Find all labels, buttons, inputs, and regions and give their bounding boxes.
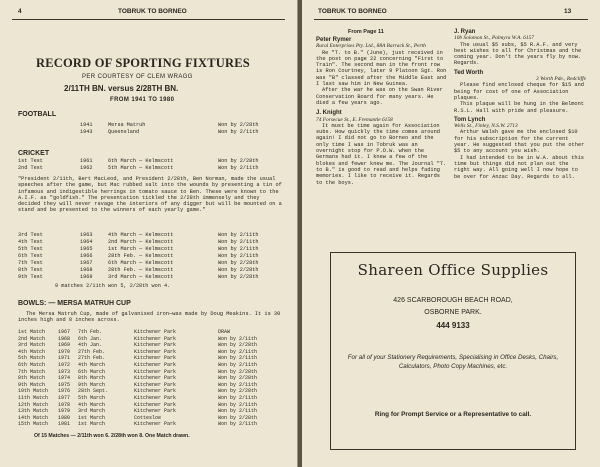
row-date: 6th March	[78, 368, 106, 375]
table-row	[18, 408, 284, 415]
row-result: Won by 2/11th	[218, 381, 258, 388]
row-venue: Kitchener Park	[134, 388, 177, 395]
row-year: 1970	[58, 348, 71, 355]
football-heading: FOOTBALL	[18, 111, 57, 118]
row-year: 1972	[58, 362, 71, 368]
row-year: 1964	[80, 239, 93, 245]
row-venue: Kitchener Park	[134, 348, 177, 355]
letter-knight	[316, 110, 448, 186]
letter-paragraph: Arthur Walsh gave me the enclosed $10 for his subscription for the current year. He suggested that you put the other $5 to any account you wish.	[454, 129, 585, 155]
advert-call-to-action: Ring for Prompt Service or a Representative to call.	[374, 411, 532, 418]
letters-column-left	[316, 37, 448, 186]
teams-line: 2/11TH BN. versus 2/28TH BN.	[64, 84, 179, 93]
advertisement-box	[330, 252, 576, 450]
row-year: 1977	[58, 395, 71, 401]
letter-paragraph: I had intended to be in W.A. about this time but things did not plan out the right way. All going well I now hope to be over for Anzac Day. Regards to all.	[454, 154, 584, 180]
row-year: 1967	[58, 329, 71, 335]
row-label: 5th Test	[18, 246, 43, 252]
letter-paragraph: The usual $5 subs, $5 R.A.F. and very best wishes to all for Christmas and the coming year. Don't the years fly by now. Regards.	[454, 41, 582, 67]
left-running-head: TOBRUK TO BORNEO	[118, 8, 187, 15]
letter-rymer	[316, 37, 448, 106]
row-date: 4th March	[78, 362, 106, 368]
row-year: 1974	[58, 375, 71, 382]
row-year: 1973	[58, 368, 71, 375]
row-result: Won by 2/28th	[218, 267, 259, 273]
right-page	[302, 0, 600, 467]
row-result: Won by 2/28th	[218, 388, 258, 395]
letter-author: Ted Worth	[454, 69, 484, 76]
row-venue: Kitchener Park	[134, 335, 177, 342]
row-venue: Kitchener Park	[134, 401, 177, 408]
row-result: Won by 2/11th	[218, 421, 258, 428]
row-label: 8th Match	[18, 375, 46, 382]
row-label: 7th Match	[18, 368, 46, 375]
letter-ryan	[454, 29, 586, 67]
row-label: 5th Match	[18, 355, 46, 362]
row-label: 12th Match	[18, 401, 49, 408]
table-row	[18, 402, 284, 409]
row-year: 1943	[80, 129, 93, 135]
row-result: Won by 2/11th	[218, 348, 258, 355]
letter-paragraph: Please find enclosed cheque for $15 and being for cost of one of Association plaques.	[454, 82, 584, 101]
right-running-header	[302, 8, 600, 20]
row-date: 27th Feb.	[78, 355, 106, 362]
row-date: 4th Jan.	[78, 342, 103, 349]
row-label: 4th Test	[18, 239, 43, 245]
row-label: 3rd Match	[18, 342, 46, 349]
row-result: Won by 2/11th	[218, 165, 259, 171]
left-running-header	[0, 8, 297, 20]
row-venue: Kitchener Park	[134, 375, 177, 382]
letter-author: J. Knight	[316, 110, 342, 117]
row-result: Won by 2/28th	[218, 158, 259, 164]
row-label: 7th Test	[18, 260, 43, 266]
row-date: 1st March	[78, 421, 106, 428]
table-row	[18, 421, 284, 428]
bowls-heading: BOWLS: — MERSA MATRUH CUP	[18, 300, 131, 307]
row-venue: 6th March — Kelmscott	[108, 260, 174, 266]
row-result: Won by 2/11th	[218, 355, 258, 362]
row-result: Won by 2/28th	[218, 375, 258, 382]
table-row	[18, 158, 284, 165]
letter-paragraph: It must be time again for Association subs. How quickly the time comes around again! I did not go to Borneo and the only time I was in Tobruk was an overnight stop for P.O.W. when the Germans had it. I knew a few of the blokes and fewer knew me. The Journal "T. to B." is good to read and helps fading memories. I like to receive it. Regards to the boys.	[316, 122, 447, 186]
row-venue: Cottesloe	[134, 414, 162, 421]
row-result: Won by 2/11th	[218, 335, 258, 342]
row-label: 13th Match	[18, 408, 49, 415]
advert-street: 426 SCARBOROUGH BEACH ROAD,	[393, 297, 513, 304]
table-row	[18, 362, 284, 369]
row-label: 15th Match	[18, 421, 49, 428]
left-page-number: 4	[18, 8, 22, 15]
row-year: 1969	[58, 342, 71, 349]
row-label: 2nd Match	[18, 335, 46, 342]
courtesy-line: PER COURTESY OF CLEM WRAGG	[82, 74, 193, 80]
row-date: 1st March	[78, 414, 106, 421]
row-result: Won by 2/28th	[218, 342, 258, 349]
row-label: 9th Test	[18, 274, 43, 280]
row-date: 28th Sept.	[78, 388, 109, 395]
row-date: 27th Feb.	[78, 348, 106, 355]
header-rule	[12, 19, 285, 20]
table-row	[18, 349, 284, 356]
row-venue: Kitchener Park	[134, 342, 177, 349]
left-page	[0, 0, 298, 467]
table-row	[18, 369, 284, 376]
row-venue: Kitchener Park	[134, 368, 177, 375]
letter-worth	[454, 70, 586, 114]
row-year: 1975	[58, 381, 71, 388]
letter-author: J. Ryan	[454, 29, 476, 35]
letter-address: 3 Worth Pde., Redcliffe	[536, 76, 586, 83]
row-date: 8th March	[78, 375, 106, 382]
right-running-head: TOBRUK TO BORNEO	[318, 8, 387, 15]
row-date: 6th Jan.	[78, 335, 103, 342]
advert-suburb: OSBORNE PARK.	[424, 309, 482, 316]
row-result: Won by 2/28th	[218, 122, 259, 128]
row-venue: Kitchener Park	[134, 421, 177, 428]
row-venue: Kitchener Park	[134, 408, 177, 415]
row-label: 9th Match	[18, 381, 46, 388]
row-year: 1941	[80, 122, 93, 128]
row-result: Won by 2/11th	[218, 401, 258, 408]
row-label: 1st Test	[18, 158, 43, 164]
row-result: Won by 2/11th	[218, 253, 259, 259]
row-venue: 3rd March — Kelmscott	[108, 274, 174, 280]
row-result: Won by 2/11th	[218, 129, 259, 135]
table-row	[18, 246, 284, 253]
row-venue: 2nd March — Kelmscott	[108, 239, 174, 245]
cricket-summary: 9 matches 2/11th won 5, 2/28th won 4.	[55, 283, 171, 289]
table-row	[18, 415, 284, 422]
letter-address: Wells St., Finley, N.S.W. 2713	[454, 123, 518, 130]
letter-address: Rural Enterprises Pty. Ltd., 88A Barrack St., Perth	[316, 43, 426, 50]
row-year: 1979	[58, 408, 71, 415]
letter-address: 74 Forsecue St., E. Fremantle 6158	[316, 116, 393, 123]
row-result: Won by 2/11th	[218, 246, 259, 252]
row-result: Won by 2/28th	[218, 274, 259, 280]
row-venue: Kitchener Park	[134, 381, 177, 388]
years-line: FROM 1941 TO 1980	[110, 97, 175, 103]
row-label: 14th Match	[18, 414, 49, 421]
row-label: 10th Match	[18, 388, 49, 395]
table-row	[18, 388, 284, 395]
table-row	[18, 336, 284, 343]
table-row	[18, 239, 284, 246]
table-row	[18, 329, 284, 336]
row-label: 4th Match	[18, 348, 46, 355]
row-date: 7th Feb.	[78, 329, 103, 335]
table-row	[18, 382, 284, 389]
row-venue: 1st March — Kelmscott	[108, 246, 174, 252]
letter-author: Peter Rymer	[316, 37, 352, 43]
from-page-note: From Page 11	[348, 29, 384, 35]
row-year: 1963	[80, 232, 93, 238]
bowls-paragraph: The Mersa Matruh Cup, made of galvanised iron—was made by Doug Meakins. It is 30 inches high and 8 inches across.	[18, 311, 281, 324]
row-venue: 28th Feb. — Kelmscott	[108, 267, 174, 273]
row-result: Won by 2/11th	[218, 395, 258, 401]
advert-body: For all of your Stationery Requirements, Specialising in Office Desks, Chairs, Calculators, Photo Copy Machines, etc.	[347, 354, 559, 370]
row-year: 1980	[58, 414, 71, 421]
row-venue: 28th Feb. — Kelmscott	[108, 253, 174, 259]
row-venue: Kitchener Park	[134, 329, 177, 335]
row-label: 6th Match	[18, 362, 46, 368]
row-label: 11th Match	[18, 395, 49, 401]
table-row	[18, 129, 284, 136]
row-venue: Queensland	[108, 129, 140, 135]
letter-paragraph: Re "T. to B." (June), just received in the post on page 22 concerning "First to Train". The second man in the front row is Ron Courtney, later 9 Platoon Sgt. Ron was "B" classed after the Middle East and I last saw him in New Guinea.	[316, 49, 447, 88]
row-venue: Mersa Matruh	[108, 122, 146, 128]
row-result: Won by 2/11th	[218, 362, 258, 368]
row-year: 1978	[58, 401, 71, 408]
row-year: 1971	[58, 355, 71, 362]
row-venue: 5th March — Kelmscott	[108, 165, 174, 171]
row-year: 1968	[58, 335, 71, 342]
letter-paragraph: This plaque will be hung in the Belmont R.S.L. Hall with pride and pleasure.	[454, 101, 584, 114]
table-row	[18, 274, 284, 281]
table-row	[18, 267, 284, 274]
cricket-heading: CRICKET	[18, 150, 50, 157]
letter-lynch	[454, 117, 586, 180]
row-year: 1962	[80, 165, 93, 171]
letter-author: Tom Lynch	[454, 116, 486, 123]
row-date: 5th March	[78, 395, 106, 401]
row-venue: 4th March — Kelmscott	[108, 232, 174, 238]
row-venue: Kitchener Park	[134, 362, 177, 368]
row-date: 3rd March	[78, 408, 106, 415]
table-row	[18, 253, 284, 260]
table-row	[18, 165, 284, 172]
row-result: Won by 2/28th	[218, 260, 259, 266]
row-date: 9th March	[78, 381, 106, 388]
row-year: 1981	[58, 421, 71, 428]
row-year: 1969	[80, 274, 93, 280]
row-label: 3rd Test	[18, 232, 43, 238]
table-row	[18, 375, 284, 382]
row-year: 1961	[80, 158, 93, 164]
row-result: Won by 2/11th	[218, 232, 259, 238]
cricket-paragraph: "President 2/11th, Bert MacLeod, and President 2/28th, Ben Norman, made the usual speeches after the game, but Mac rubbed salt into the wounds by presenting a tin of infamous and indigestible herrings in tomato sauce to Ben. These were known to the A.I.F. as "goldfish." The presentation tickled the 2/28th immensely and they decided they will never ravage the interiors of any digger but will be mounted on a stand and be presented to the winners of each yearly game."	[18, 176, 282, 214]
row-label: 2nd Test	[18, 165, 43, 171]
table-row	[18, 122, 284, 129]
table-row	[18, 355, 284, 362]
letters-column-right	[454, 29, 586, 180]
row-result: Won by 2/11th	[218, 408, 258, 415]
row-year: 1967	[80, 260, 93, 266]
row-result: Won by 2/11th	[218, 239, 259, 245]
header-rule	[314, 19, 588, 20]
row-year: 1966	[80, 253, 93, 259]
row-venue: 6th March — Kelmscott	[108, 158, 174, 164]
row-venue: Kitchener Park	[134, 355, 177, 362]
row-date: 4th March	[78, 401, 106, 408]
table-row	[18, 232, 284, 239]
row-label: 8th Test	[18, 267, 43, 273]
letter-address: 10b Solomon St., Palmyra W.A. 6157	[454, 35, 534, 42]
advert-phone: 444 9133	[436, 321, 470, 330]
letter-paragraph: After the war he was on the Swan River Conservation Board for many years. He died a few years ago.	[316, 87, 443, 106]
row-year: 1968	[80, 267, 93, 273]
right-page-number: 13	[564, 8, 572, 15]
table-row	[18, 260, 284, 267]
table-row	[18, 395, 284, 402]
table-row	[18, 342, 284, 349]
row-year: 1976	[58, 388, 71, 395]
row-result: DRAW	[218, 329, 231, 335]
page-title: RECORD OF SPORTING FIXTURES	[36, 56, 250, 70]
row-result: Won by 2/28th	[218, 368, 258, 375]
row-result: Won by 2/28th	[218, 414, 258, 421]
row-venue: Kitchener Park	[134, 395, 177, 401]
bowls-summary: Of 15 Matches — 2/11th won 6. 2/28th won 8. One Match drawn.	[34, 433, 190, 439]
advert-company-name: Shareen Office Supplies	[357, 261, 549, 279]
row-label: 6th Test	[18, 253, 43, 259]
row-label: 1st Match	[18, 329, 46, 335]
row-year: 1965	[80, 246, 93, 252]
